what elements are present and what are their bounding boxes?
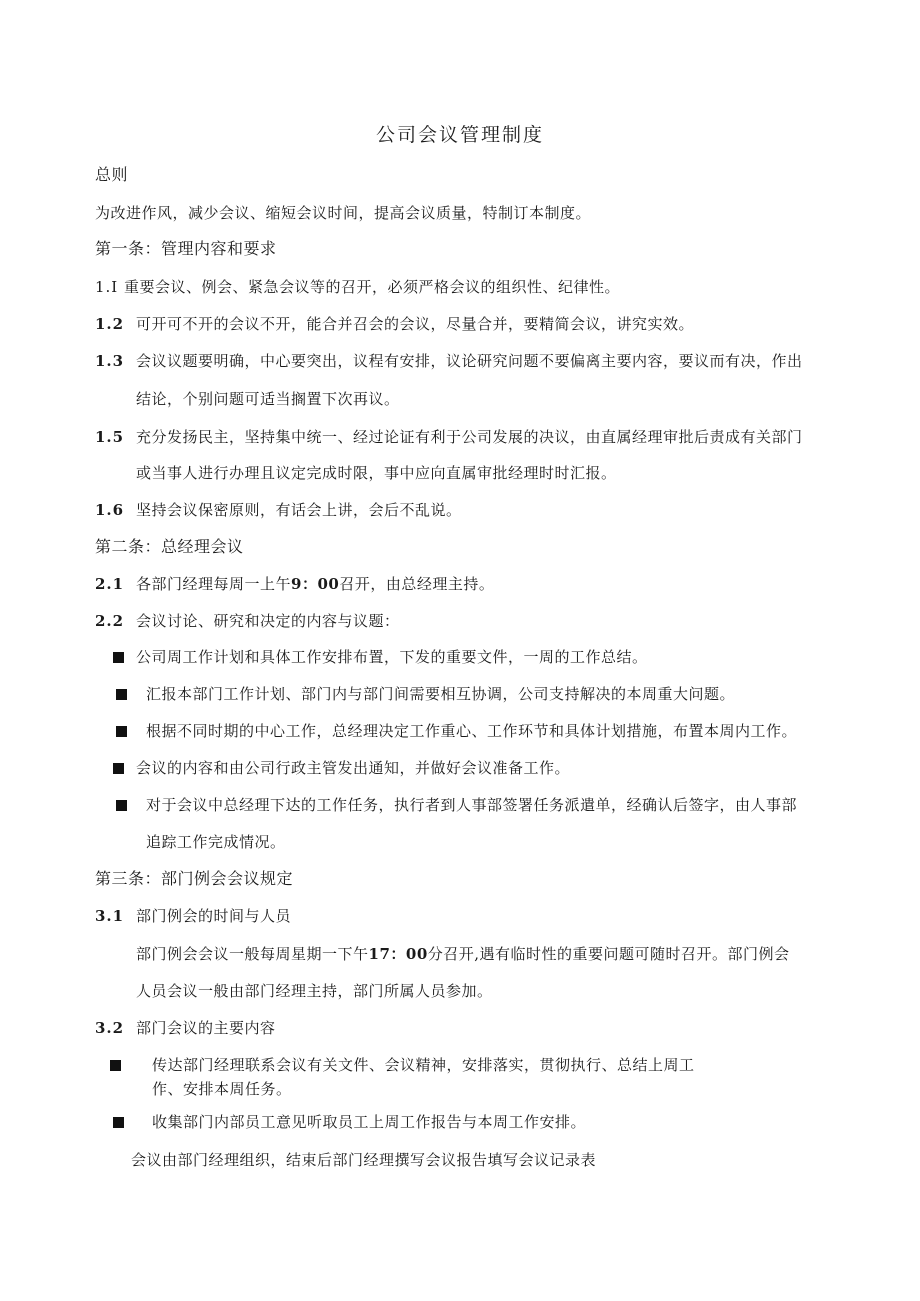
bullet-text: 根据不同时期的中心工作，总经理决定工作重心、工作环节和具体计划措施，布置本周内工作。	[146, 722, 798, 740]
item-text-continued: 或当事人进行办理且议定完成时限，事中应向直属审批经理时时汇报。	[136, 464, 617, 482]
bullet-text: 传达部门经理联系会议有关文件、会议精神，安排落实，贯彻执行、总结上周工	[152, 1056, 695, 1074]
closing-text: 会议由部门经理组织，结束后部门经理撰写会议报告填写会议记录表	[131, 1151, 597, 1169]
paragraph-text: 部门例会会议一般每周星期一下午17：00分召开,遇有临时性的重要问题可随时召开。部门例会	[136, 945, 790, 963]
item-number: 2.2	[95, 612, 125, 630]
item-number: 1.3	[95, 352, 125, 370]
bullet-text: 对于会议中总经理下达的工作任务，执行者到人事部签署任务派遣单，经确认后签字，由人事部	[146, 796, 798, 814]
paragraph-text-continued: 人员会议一般由部门经理主持，部门所属人员参加。	[136, 982, 493, 1000]
item-text: 可开可不开的会议不开，能合并召会的会议，尽量合并，要精简会议，讲究实效。	[136, 315, 695, 333]
square-bullet-icon	[113, 1117, 124, 1128]
item-text: 部门例会的时间与人员	[136, 907, 292, 925]
item-text-continued: 结论，个别问题可适当搁置下次再议。	[136, 390, 400, 408]
bullet-text: 会议的内容和由公司行政主管发出通知，并做好会议准备工作。	[136, 759, 571, 777]
article-3-heading: 第三条：部门例会会议规定	[95, 869, 294, 888]
item-number: 3.1	[95, 907, 125, 925]
square-bullet-icon	[113, 652, 124, 663]
square-bullet-icon	[113, 763, 124, 774]
square-bullet-icon	[116, 800, 127, 811]
square-bullet-icon	[116, 689, 127, 700]
item-text: 各部门经理每周一上午9：00召开，由总经理主持。	[136, 575, 495, 593]
bullet-text: 收集部门内部员工意见听取员工上周工作报告与本周工作安排。	[152, 1113, 587, 1131]
item-number: 2.1	[95, 575, 125, 593]
item-text: 充分发扬民主，坚持集中统一、经过论证有利于公司发展的决议，由直属经理审批后责成有关部门	[136, 428, 803, 446]
square-bullet-icon	[116, 726, 127, 737]
item-text: 部门会议的主要内容	[136, 1019, 276, 1037]
bullet-text: 公司周工作计划和具体工作安排布置，下发的重要文件，一周的工作总结。	[136, 648, 648, 666]
bullet-text-continued: 作、安排本周任务。	[152, 1080, 292, 1098]
general-text: 为改进作风，减少会议、缩短会议时间，提高会议质量，特制订本制度。	[95, 204, 592, 222]
square-bullet-icon	[110, 1060, 121, 1071]
general-heading: 总则	[95, 165, 129, 184]
item-number: 3.2	[95, 1019, 125, 1037]
item-text: 会议讨论、研究和决定的内容与议题：	[136, 612, 400, 630]
item-number: 1.2	[95, 315, 125, 333]
article-1-heading: 第一条：管理内容和要求	[95, 239, 277, 258]
item-number: 1.Ⅰ	[95, 278, 119, 296]
item-text: 重要会议、例会、紧急会议等的召开，必须严格会议的组织性、纪律性。	[124, 278, 621, 296]
bullet-text-continued: 追踪工作完成情况。	[146, 833, 286, 851]
item-text: 坚持会议保密原则，有话会上讲，会后不乱说。	[136, 501, 462, 519]
article-2-heading: 第二条：总经理会议	[95, 537, 244, 556]
item-number: 1.5	[95, 428, 125, 446]
item-text: 会议议题要明确，中心要突出，议程有安排，议论研究问题不要偏离主要内容，要议而有决，作出	[136, 352, 803, 370]
page-title: 公司会议管理制度	[375, 124, 544, 146]
item-number: 1.6	[95, 501, 125, 519]
bullet-text: 汇报本部门工作计划、部门内与部门间需要相互协调，公司支持解决的本周重大问题。	[146, 685, 736, 703]
